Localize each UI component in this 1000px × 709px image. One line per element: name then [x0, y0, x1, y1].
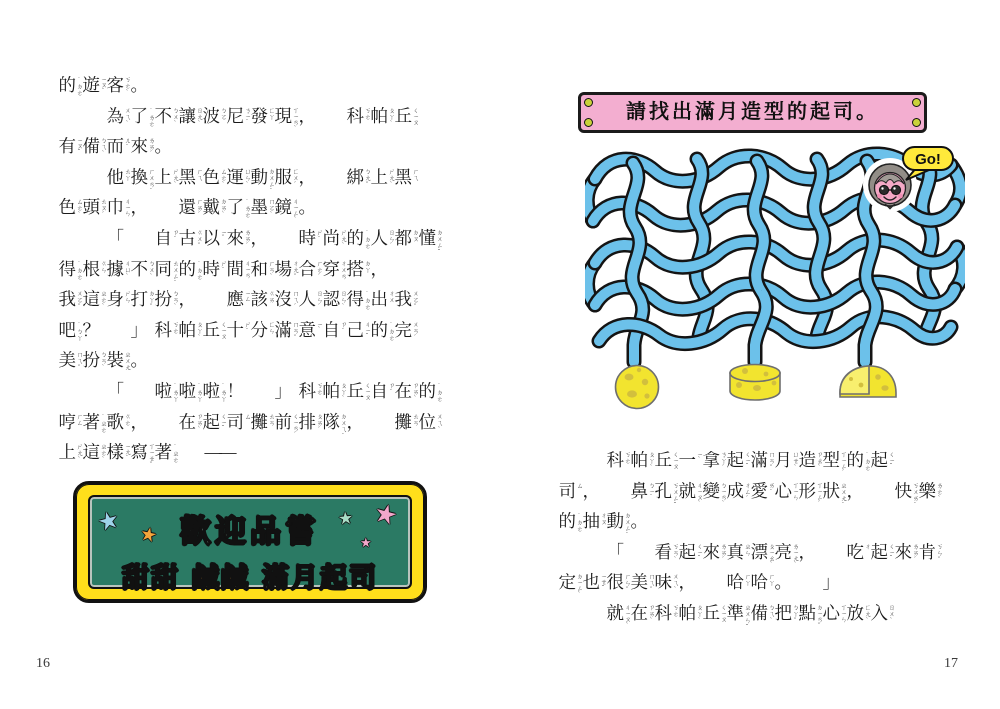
- char-token: 帕 ㄆㄚˋ: [370, 105, 395, 127]
- cheese-stand-sign: [73, 481, 427, 603]
- char-token: 色 ㄙㄜˋ: [202, 166, 227, 188]
- char-token: 科 ㄎㄜ: [654, 602, 679, 623]
- text-line: [558, 507, 978, 538]
- char-token: 扮 ㄅㄢˋ: [82, 350, 107, 372]
- char-token: 點 ㄉㄧㄢˇ: [798, 602, 823, 630]
- char-token: ，: [346, 411, 364, 432]
- char-token: 時 ㄕˊ: [298, 227, 323, 248]
- char-token: 的 ˙ㄉㄜ: [178, 258, 203, 280]
- char-token: 著 ˙ㄓㄜ: [154, 442, 179, 464]
- char-token: 應 ㄧㄥ: [226, 289, 251, 310]
- char-token: 攤 ㄊㄢ: [250, 411, 275, 432]
- text-line: [558, 446, 978, 477]
- text-line: [58, 224, 478, 255]
- char-token: 定 ㄉㄧㄥˋ: [558, 572, 583, 599]
- maze-illustration: [585, 145, 965, 415]
- screw-icon: [584, 118, 593, 127]
- right-text-block: [558, 446, 978, 630]
- char-token: ，: [582, 480, 600, 501]
- star-icon: ★: [370, 497, 401, 532]
- char-token: 不 ㄅㄨˋ: [154, 105, 179, 127]
- char-token: 寫 ㄒㄧㄝˇ: [130, 442, 155, 469]
- char-token: 科 ㄎㄜ: [154, 319, 179, 340]
- cheese-wheel-icon: [730, 365, 780, 401]
- char-token: [606, 477, 630, 506]
- char-token: 上 ㄕㄤˋ: [58, 442, 83, 464]
- char-token: 墨 ㄇㄛˋ: [250, 197, 275, 219]
- text-line: [58, 163, 478, 194]
- char-token: 很 ㄏㄣˇ: [606, 572, 631, 594]
- char-token: 準 ㄓㄨㄣˇ: [726, 602, 751, 631]
- char-token: 十 ㄕˊ: [226, 319, 251, 340]
- char-token: 尼 ㄋㄧˊ: [226, 105, 251, 126]
- char-token: 的 ˙ㄉㄜ: [370, 319, 395, 341]
- char-token: 起 ㄑㄧˇ: [202, 411, 227, 432]
- char-token: 位 ㄨㄟˋ: [418, 411, 443, 433]
- char-token: 人 ㄖㄣˊ: [298, 289, 323, 311]
- char-token: 的 ˙ㄉㄜ: [418, 380, 443, 402]
- char-token: 讓 ㄖㄤˋ: [178, 105, 203, 127]
- char-token: ，: [370, 258, 388, 279]
- char-token: [798, 568, 822, 597]
- char-token: 搭 ㄉㄚ: [346, 258, 371, 279]
- char-token: 抽 ㄔㄡ: [582, 511, 607, 532]
- text-line: [58, 285, 478, 316]
- text-line: [558, 568, 978, 599]
- char-token: ，: [678, 572, 696, 593]
- char-token: 來 ㄌㄞˊ: [894, 541, 919, 563]
- char-token: 得 ˙ㄉㄜ: [58, 258, 83, 280]
- char-token: 遊 ㄧㄡˊ: [82, 75, 107, 95]
- char-token: 哈 ㄏㄚ: [726, 572, 751, 593]
- char-token: 動 ㄉㄨㄥˋ: [250, 166, 275, 195]
- char-token: 來 ㄌㄞˊ: [130, 136, 155, 158]
- char-token: 丘 ㄑㄧㄡ: [702, 602, 727, 623]
- char-token: 動 ㄉㄨㄥˋ: [606, 511, 631, 539]
- char-token: 美 ㄇㄟˇ: [58, 350, 83, 372]
- char-token: 帕 ㄆㄚˋ: [630, 450, 655, 471]
- text-line: [558, 538, 978, 569]
- char-token: 味 ㄨㄟˋ: [654, 572, 679, 594]
- char-token: 頭 ㄊㄡˊ: [82, 197, 107, 219]
- char-token: ？: [82, 319, 100, 340]
- char-token: 備 ㄅㄟˋ: [82, 136, 107, 158]
- sign-text-segment: 歡迎: [180, 514, 250, 549]
- char-token: 為 ㄨㄟˋ: [106, 105, 131, 127]
- char-token: 沒 ㄇㄟˊ: [274, 289, 299, 311]
- char-token: 戴 ㄉㄞˋ: [202, 197, 227, 219]
- screw-icon: [912, 118, 921, 127]
- char-token: 在 ㄗㄞˋ: [394, 380, 419, 402]
- char-token: 運 ㄩㄣˋ: [226, 166, 251, 188]
- cheese-ball-icon: [616, 366, 659, 409]
- char-token: 愛 ㄞˋ: [750, 480, 775, 501]
- char-token: 打 ㄉㄚˇ: [130, 289, 155, 311]
- banner-text: 請找出滿月造型的起司。: [626, 101, 879, 123]
- char-token: 自 ㄗˋ: [322, 319, 347, 340]
- char-token: 。: [298, 197, 316, 218]
- char-token: 型 ㄒㄧㄥˊ: [822, 450, 847, 477]
- char-token: [370, 408, 394, 437]
- char-token: 時 ㄕˊ: [202, 258, 227, 279]
- text-line: [58, 377, 478, 408]
- char-token: 心 ㄒㄧㄣ: [774, 480, 799, 501]
- char-token: 快 ㄎㄨㄞˋ: [894, 480, 919, 509]
- char-token: 心 ㄒㄧㄣ: [822, 602, 847, 623]
- char-token: 帕 ㄆㄚˋ: [178, 319, 203, 341]
- char-token: 自 ㄗˋ: [154, 227, 179, 248]
- char-token: 啦 ˙ㄌㄚ: [178, 380, 203, 402]
- go-bubble-text: Go!: [915, 151, 941, 168]
- char-token: 黑 ㄏㄟ: [394, 166, 419, 187]
- char-token: 合 ㄏㄜˊ: [298, 258, 323, 280]
- char-token: 了 ˙ㄌㄜ: [226, 197, 251, 219]
- char-token: ，: [130, 411, 148, 432]
- char-token: 在 ㄗㄞˋ: [630, 602, 655, 624]
- star-icon: ★: [360, 535, 372, 550]
- char-token: 裝 ㄓㄨㄤ: [106, 350, 131, 371]
- char-token: 拿 ㄋㄚˊ: [702, 450, 727, 471]
- char-token: 帕 ㄆㄚˋ: [678, 602, 703, 624]
- char-token: 客 ㄎㄜˋ: [106, 75, 131, 96]
- puzzle-banner: [578, 92, 927, 133]
- text-line: [58, 316, 478, 347]
- char-token: 還 ㄏㄞˊ: [178, 197, 203, 219]
- char-token: 鼻 ㄅㄧˊ: [630, 480, 655, 501]
- char-token: 。: [154, 136, 172, 157]
- char-token: ，: [298, 105, 316, 126]
- star-icon: ★: [337, 508, 355, 529]
- char-token: 上 ㄕㄤˋ: [370, 166, 395, 188]
- char-token: ，: [798, 541, 816, 562]
- char-token: 吧 ˙ㄅㄚ: [58, 319, 83, 341]
- char-token: 丘 ㄑㄧㄡ: [202, 319, 227, 340]
- char-token: [870, 477, 894, 506]
- char-token: 我 ㄨㄛˇ: [394, 289, 419, 311]
- char-token: 波 ㄅㄛ: [202, 105, 227, 126]
- char-token: ，: [250, 227, 268, 248]
- char-token: 都 ㄉㄡ: [394, 227, 419, 248]
- char-token: 同 ㄊㄨㄥˊ: [154, 258, 179, 287]
- char-token: 換 ㄏㄨㄢˋ: [130, 166, 155, 195]
- char-token: 前 ㄑㄧㄢˊ: [274, 411, 299, 438]
- char-token: 就 ㄐㄧㄡˋ: [678, 480, 703, 507]
- char-token: [702, 568, 726, 597]
- char-token: 。: [130, 350, 148, 371]
- char-token: 的 ˙ㄉㄜ: [58, 75, 83, 96]
- char-token: 發 ㄈㄚ: [250, 105, 275, 126]
- char-token: 備 ㄅㄟˋ: [750, 602, 775, 624]
- text-line: [558, 477, 978, 508]
- char-token: 完 ㄨㄢˊ: [394, 319, 419, 341]
- char-token: 。: [130, 75, 148, 95]
- char-token: 科 ㄎㄜ: [346, 105, 371, 126]
- char-token: 就 ㄐㄧㄡˋ: [606, 602, 631, 630]
- char-token: 「: [106, 380, 124, 401]
- char-token: 哈 ㄏㄚ: [750, 572, 775, 593]
- char-token: 入 ㄖㄨˋ: [870, 602, 895, 624]
- char-token: ，: [298, 166, 316, 187]
- page-number-right: 17: [944, 656, 958, 671]
- char-token: 分 ㄈㄣ: [250, 319, 275, 340]
- char-token: 色 ㄙㄜˋ: [58, 197, 83, 219]
- char-token: [202, 285, 226, 314]
- char-token: 丘 ㄑㄧㄡ: [394, 105, 419, 126]
- sign-text-segment: 鹹鹹: [192, 563, 250, 593]
- char-token: [822, 538, 846, 567]
- char-token: 變 ㄅㄧㄢˋ: [702, 480, 727, 507]
- char-token: 司 ㄙ: [558, 480, 583, 501]
- text-line: [58, 408, 478, 439]
- char-token: 古 ㄍㄨˇ: [178, 227, 203, 249]
- cheek: [877, 194, 882, 199]
- char-token: 而 ㄦˊ: [106, 136, 131, 157]
- text-line: [58, 255, 478, 286]
- char-token: 和 ㄏㄢˋ: [250, 258, 275, 280]
- char-token: 黑 ㄏㄟ: [178, 166, 203, 187]
- char-token: 」: [130, 319, 148, 340]
- char-token: 造 ㄗㄠˋ: [798, 450, 823, 471]
- char-token: 人 ㄖㄣˊ: [370, 227, 395, 249]
- text-line: [58, 346, 478, 377]
- char-token: 服 ㄈㄨˊ: [274, 166, 299, 188]
- char-token: 來 ㄌㄞˊ: [702, 541, 727, 563]
- char-token: 「: [106, 227, 124, 248]
- char-token: [274, 224, 298, 253]
- char-token: 現 ㄒㄧㄢˋ: [274, 105, 299, 132]
- text-line: [58, 102, 478, 133]
- char-token: 不 ㄅㄨˋ: [130, 258, 155, 280]
- char-token: 啦 ˙ㄌㄚ: [154, 380, 179, 402]
- char-token: 滿 ㄇㄢˇ: [750, 450, 775, 471]
- char-token: 的 ˙ㄉㄜ: [346, 227, 371, 249]
- char-token: 的 ˙ㄉㄜ: [846, 450, 871, 471]
- char-token: 這 ㄓㄜˋ: [82, 442, 107, 464]
- char-token: 間 ㄐㄧㄢ: [226, 258, 251, 279]
- char-token: [630, 538, 654, 567]
- char-token: 丘 ㄑㄧㄡ: [346, 380, 371, 401]
- char-token: 我 ㄨㄛˇ: [58, 289, 83, 311]
- sign-text-segment: 滿月起司: [262, 563, 378, 593]
- cheek: [898, 194, 903, 199]
- screw-icon: [912, 98, 921, 107]
- char-token: 穿 ㄔㄨㄢ: [322, 258, 347, 280]
- char-token: 他 ㄊㄚ: [106, 166, 131, 187]
- char-token: [250, 377, 274, 406]
- char-token: 場 ㄔㄤˇ: [274, 258, 299, 280]
- star-icon: ★: [138, 523, 160, 548]
- char-token: [130, 377, 154, 406]
- char-token: 丘 ㄑㄧㄡ: [654, 450, 679, 470]
- char-token: 自 ㄗˋ: [370, 380, 395, 401]
- char-token: 樣 ㄧㄤˋ: [106, 442, 131, 463]
- char-token: 科 ㄎㄜ: [606, 450, 631, 470]
- char-token: 排 ㄆㄞˊ: [298, 411, 323, 433]
- char-token: 漂 ㄆㄧㄠˋ: [750, 541, 775, 568]
- text-line: [58, 132, 478, 163]
- char-token: 哼 ㄏㄥ: [58, 411, 83, 432]
- char-token: 著 ˙ㄓㄜ: [82, 411, 107, 433]
- char-token: 歌 ㄍㄜ: [106, 411, 131, 432]
- char-token: 司 ㄙ: [226, 411, 251, 432]
- char-token: 吃 ㄔ: [846, 541, 871, 562]
- left-text-block: [58, 71, 478, 469]
- char-token: 美 ㄇㄟˇ: [630, 572, 655, 594]
- char-token: 在 ㄗㄞˋ: [178, 411, 203, 433]
- char-token: 上 ㄕㄤˋ: [154, 166, 179, 188]
- char-token: 意 ㄧˋ: [298, 319, 323, 340]
- sign-text-segment: 品嘗: [250, 514, 320, 549]
- char-token: 扮 ㄅㄢˋ: [154, 289, 179, 311]
- char-token: 該 ㄍㄞ: [250, 289, 275, 310]
- char-token: 出 ㄔㄨ: [370, 289, 395, 310]
- char-token: 來 ㄌㄞˊ: [226, 227, 251, 249]
- char-token: 以 ㄧˇ: [202, 227, 227, 248]
- char-token: 。: [774, 572, 792, 593]
- char-token: 月 ㄩㄝˋ: [774, 450, 799, 471]
- char-token: 了 ˙ㄌㄜ: [130, 105, 155, 127]
- char-token: 成 ㄔㄥˊ: [726, 480, 751, 502]
- char-token: 樂 ㄌㄜˋ: [918, 480, 943, 502]
- char-token: 攤 ㄊㄢ: [394, 411, 419, 432]
- char-token: 一 ㄧˋ: [678, 450, 703, 470]
- char-token: 起 ㄑㄧˇ: [870, 450, 895, 470]
- char-token: 起 ㄑㄧˇ: [870, 541, 895, 562]
- char-token: 狀 ㄓㄨㄤˋ: [822, 480, 847, 509]
- char-token: 」: [822, 572, 840, 593]
- char-token: [322, 102, 346, 131]
- char-token: ，: [178, 289, 196, 310]
- char-token: 把 ㄅㄚˇ: [774, 602, 799, 624]
- char-token: 這 ㄓㄜˋ: [82, 289, 107, 311]
- char-token: 科 ㄎㄜ: [298, 380, 323, 401]
- char-token: [130, 224, 154, 253]
- char-token: 認 ㄖㄣˋ: [322, 289, 347, 311]
- sign-subline: [90, 556, 410, 595]
- char-token: 起 ㄑㄧˇ: [726, 450, 751, 470]
- text-line: [558, 599, 978, 630]
- char-token: 得 ˙ㄉㄜ: [346, 289, 371, 311]
- char-token: 也 ㄧㄝˇ: [582, 572, 607, 593]
- char-token: 起 ㄑㄧˇ: [678, 541, 703, 562]
- char-token: 看 ㄎㄢˋ: [654, 541, 679, 563]
- char-token: [322, 163, 346, 192]
- char-token: 放 ㄈㄤˋ: [846, 602, 871, 624]
- char-token: [154, 193, 178, 222]
- char-token: 鏡 ㄐㄧㄥˋ: [274, 197, 299, 224]
- char-token: 啦 ˙ㄌㄚ: [202, 380, 227, 402]
- char-token: [154, 408, 178, 437]
- char-token: 亮 ㄌㄧㄤˋ: [774, 541, 799, 568]
- char-token: 」: [274, 380, 292, 401]
- char-token: ，: [846, 480, 864, 501]
- char-token: 綁 ㄅㄤˇ: [346, 166, 371, 188]
- sign-text-segment: 甜甜: [122, 563, 180, 593]
- char-token: 真 ㄓㄣ: [726, 541, 751, 562]
- char-token: 根 ㄍㄣ: [82, 258, 107, 279]
- text-line: [58, 438, 478, 469]
- char-token: 形 ㄒㄧㄥˊ: [798, 480, 823, 507]
- char-token: 「: [606, 541, 624, 562]
- char-token: 滿 ㄇㄢˇ: [274, 319, 299, 341]
- screw-icon: [584, 98, 593, 107]
- text-line: [58, 193, 478, 224]
- char-token: ！: [226, 380, 244, 401]
- cheese-half-icon: [840, 366, 896, 397]
- char-token: 身 ㄕㄣ: [106, 289, 131, 310]
- char-token: 己 ㄐㄧˇ: [346, 319, 371, 340]
- char-token: 帕 ㄆㄚˋ: [322, 380, 347, 402]
- char-token: 的 ˙ㄉㄜ: [558, 511, 583, 533]
- char-token: [106, 316, 130, 345]
- char-token: 巾 ㄐㄧㄣ: [106, 197, 131, 218]
- char-token: ，: [130, 197, 148, 218]
- char-token: 孔 ㄎㄨㄥˇ: [654, 480, 679, 509]
- char-token: 有 ㄧㄡˇ: [58, 136, 83, 157]
- char-token: [178, 438, 202, 467]
- char-token: 隊 ㄉㄨㄟˋ: [322, 411, 347, 440]
- char-token: 。: [630, 511, 648, 532]
- star-icon: ★: [95, 506, 123, 538]
- char-token: 據 ㄐㄩˋ: [106, 258, 131, 280]
- char-token: 肯 ㄎㄣˇ: [918, 541, 943, 563]
- text-line: [58, 71, 478, 102]
- char-token: 懂 ㄉㄨㄥˇ: [418, 227, 443, 256]
- char-token: ——: [204, 442, 234, 463]
- char-token: 尚 ㄕㄤˋ: [322, 227, 347, 249]
- page-number-left: 16: [36, 656, 50, 671]
